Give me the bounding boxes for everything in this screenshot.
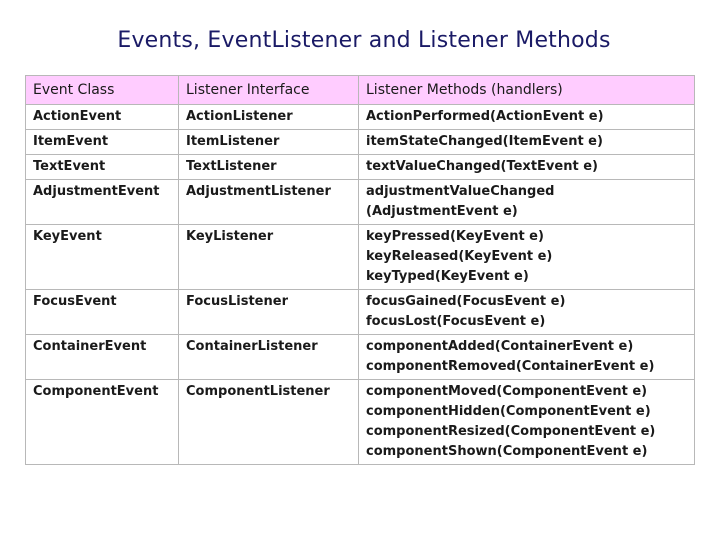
header-listener-methods: Listener Methods (handlers): [359, 76, 695, 105]
table-row: [26, 155, 695, 180]
listener-method: itemStateChanged(ItemEvent e): [366, 134, 603, 149]
header-listener-interface: Listener Interface: [179, 76, 359, 105]
event-class-cell: ActionEvent: [26, 105, 179, 130]
table-row: [26, 225, 695, 290]
table-row: [26, 380, 695, 465]
listener-interface-cell: ActionListener: [179, 105, 359, 130]
listener-methods-cell: [359, 155, 695, 180]
event-class-cell: TextEvent: [26, 155, 179, 180]
listener-interface-cell: FocusListener: [179, 290, 359, 335]
listener-interface-cell: AdjustmentListener: [179, 180, 359, 225]
listener-method: keyTyped(KeyEvent e): [366, 269, 529, 284]
listener-methods-cell: [359, 335, 695, 380]
listener-method: focusGained(FocusEvent e): [366, 294, 566, 309]
listener-method: (AdjustmentEvent e): [366, 204, 518, 219]
table-row: [26, 180, 695, 225]
listener-methods-cell: [359, 130, 695, 155]
event-class-cell: ContainerEvent: [26, 335, 179, 380]
listener-method: ActionPerformed(ActionEvent e): [366, 109, 604, 124]
listener-method: keyPressed(KeyEvent e): [366, 229, 544, 244]
listener-method: componentHidden(ComponentEvent e): [366, 404, 651, 419]
listener-method: componentRemoved(ContainerEvent e): [366, 359, 655, 374]
event-class-cell: AdjustmentEvent: [26, 180, 179, 225]
page-title: Events, EventListener and Listener Methods: [117, 28, 611, 53]
listener-method: focusLost(FocusEvent e): [366, 314, 546, 329]
event-class-cell: FocusEvent: [26, 290, 179, 335]
table-body: [26, 105, 695, 465]
listener-interface-cell: KeyListener: [179, 225, 359, 290]
listener-methods-cell: [359, 380, 695, 465]
event-class-cell: KeyEvent: [26, 225, 179, 290]
listener-method: componentResized(ComponentEvent e): [366, 424, 656, 439]
events-table: [25, 75, 695, 465]
event-class-cell: ItemEvent: [26, 130, 179, 155]
table-row: [26, 290, 695, 335]
table-row: [26, 335, 695, 380]
listener-method: adjustmentValueChanged: [366, 184, 555, 199]
listener-method: componentAdded(ContainerEvent e): [366, 339, 634, 354]
listener-methods-cell: [359, 180, 695, 225]
header-event-class: Event Class: [26, 76, 179, 105]
listener-interface-cell: ItemListener: [179, 130, 359, 155]
listener-method: componentShown(ComponentEvent e): [366, 444, 648, 459]
listener-method: componentMoved(ComponentEvent e): [366, 384, 648, 399]
table-row: [26, 130, 695, 155]
listener-method: keyReleased(KeyEvent e): [366, 249, 553, 264]
table-header-row: [26, 76, 695, 105]
listener-methods-cell: [359, 105, 695, 130]
listener-interface-cell: TextListener: [179, 155, 359, 180]
listener-methods-cell: [359, 290, 695, 335]
listener-interface-cell: ContainerListener: [179, 335, 359, 380]
event-class-cell: ComponentEvent: [26, 380, 179, 465]
listener-methods-cell: [359, 225, 695, 290]
table-row: [26, 105, 695, 130]
listener-method: textValueChanged(TextEvent e): [366, 159, 598, 174]
listener-interface-cell: ComponentListener: [179, 380, 359, 465]
